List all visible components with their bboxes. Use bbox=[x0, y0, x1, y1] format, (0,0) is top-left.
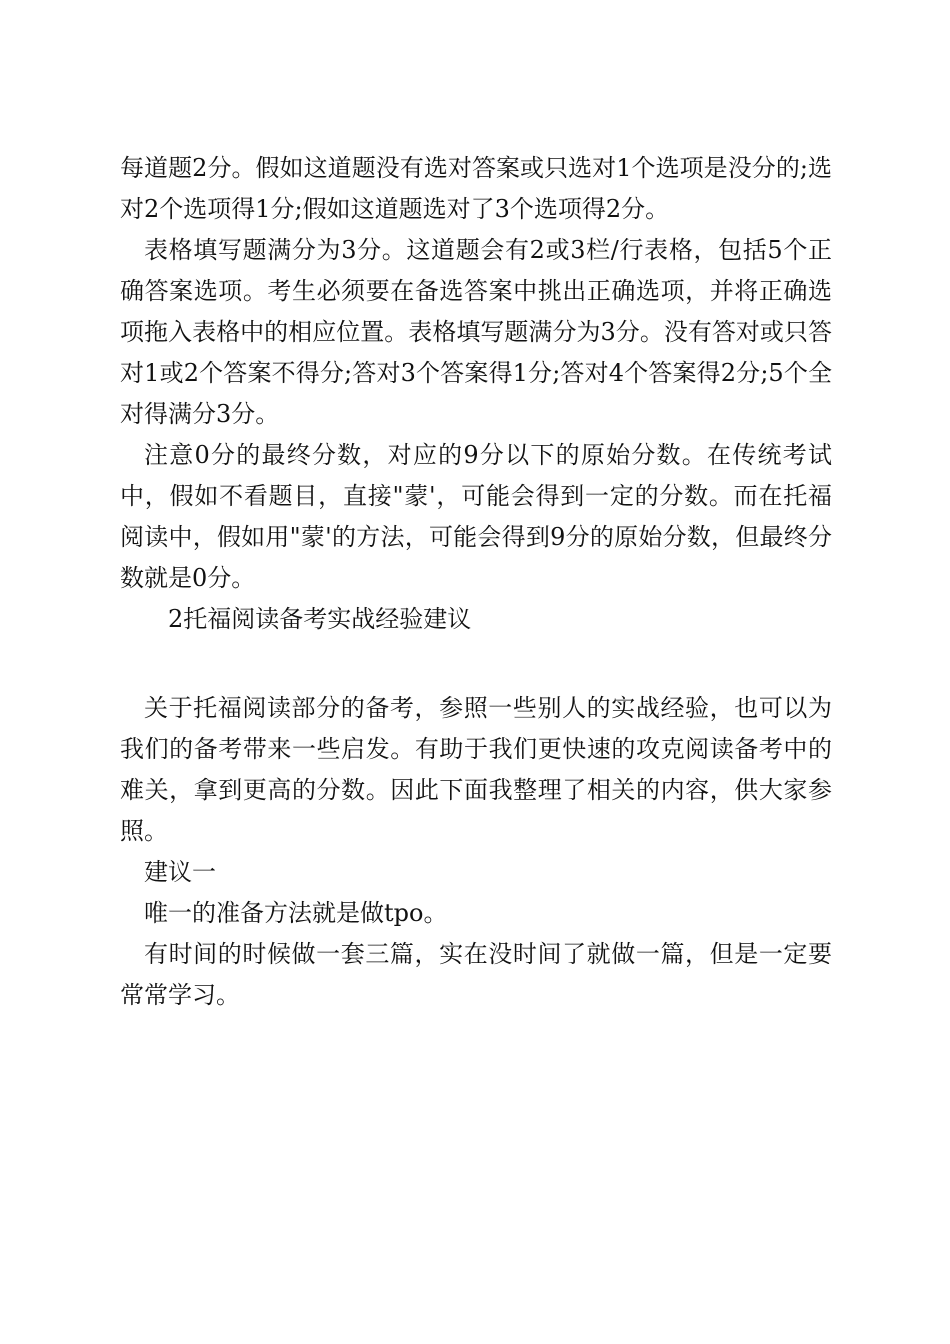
paragraph-suggestion-practice: 有时间的时候做一套三篇，实在没时间了就做一篇，但是一定要常常学习。 bbox=[120, 940, 832, 1009]
paragraph-table-fill: 表格填写题满分为3分。这道题会有2或3栏/行表格，包括5个正确答案选项。考生必须要在备选答案中挑出正确选项，并将正确选项拖入表格中的相应位置。表格填写题满分为3分。没有答对或只答对1或2个答案不得分;答对3个答案得1分;答对4个答案得2分;5个全对得满分3分。 bbox=[120, 236, 832, 428]
paragraph-zero-score-note: 注意0分的最终分数，对应的9分以下的原始分数。在传统考试中，假如不看题目，直接"蒙'，可能会得到一定的分数。而在托福阅读中，假如用"蒙'的方法，可能会得到9分的原始分数，但最终分数就是0分。 bbox=[120, 441, 832, 592]
paragraph-suggestion-tpo: 唯一的准备方法就是做tpo。 bbox=[144, 899, 448, 927]
paragraph-scoring-multi-select: 每道题2分。假如这道题没有选对答案或只选对1个选项是没分的;选对2个选项得1分;假如这道题选对了3个选项得2分。 bbox=[120, 154, 832, 223]
section-heading: 2托福阅读备考实战经验建议 bbox=[168, 605, 472, 633]
section-spacer bbox=[120, 640, 832, 688]
paragraph-suggestion-title: 建议一 bbox=[144, 858, 216, 886]
paragraph-intro: 关于托福阅读部分的备考，参照一些别人的实战经验，也可以为我们的备考带来一些启发。有助于我们更快速的攻克阅读备考中的难关，拿到更高的分数。因此下面我整理了相关的内容，供大家参照。 bbox=[120, 694, 832, 845]
document-body bbox=[120, 148, 832, 1016]
